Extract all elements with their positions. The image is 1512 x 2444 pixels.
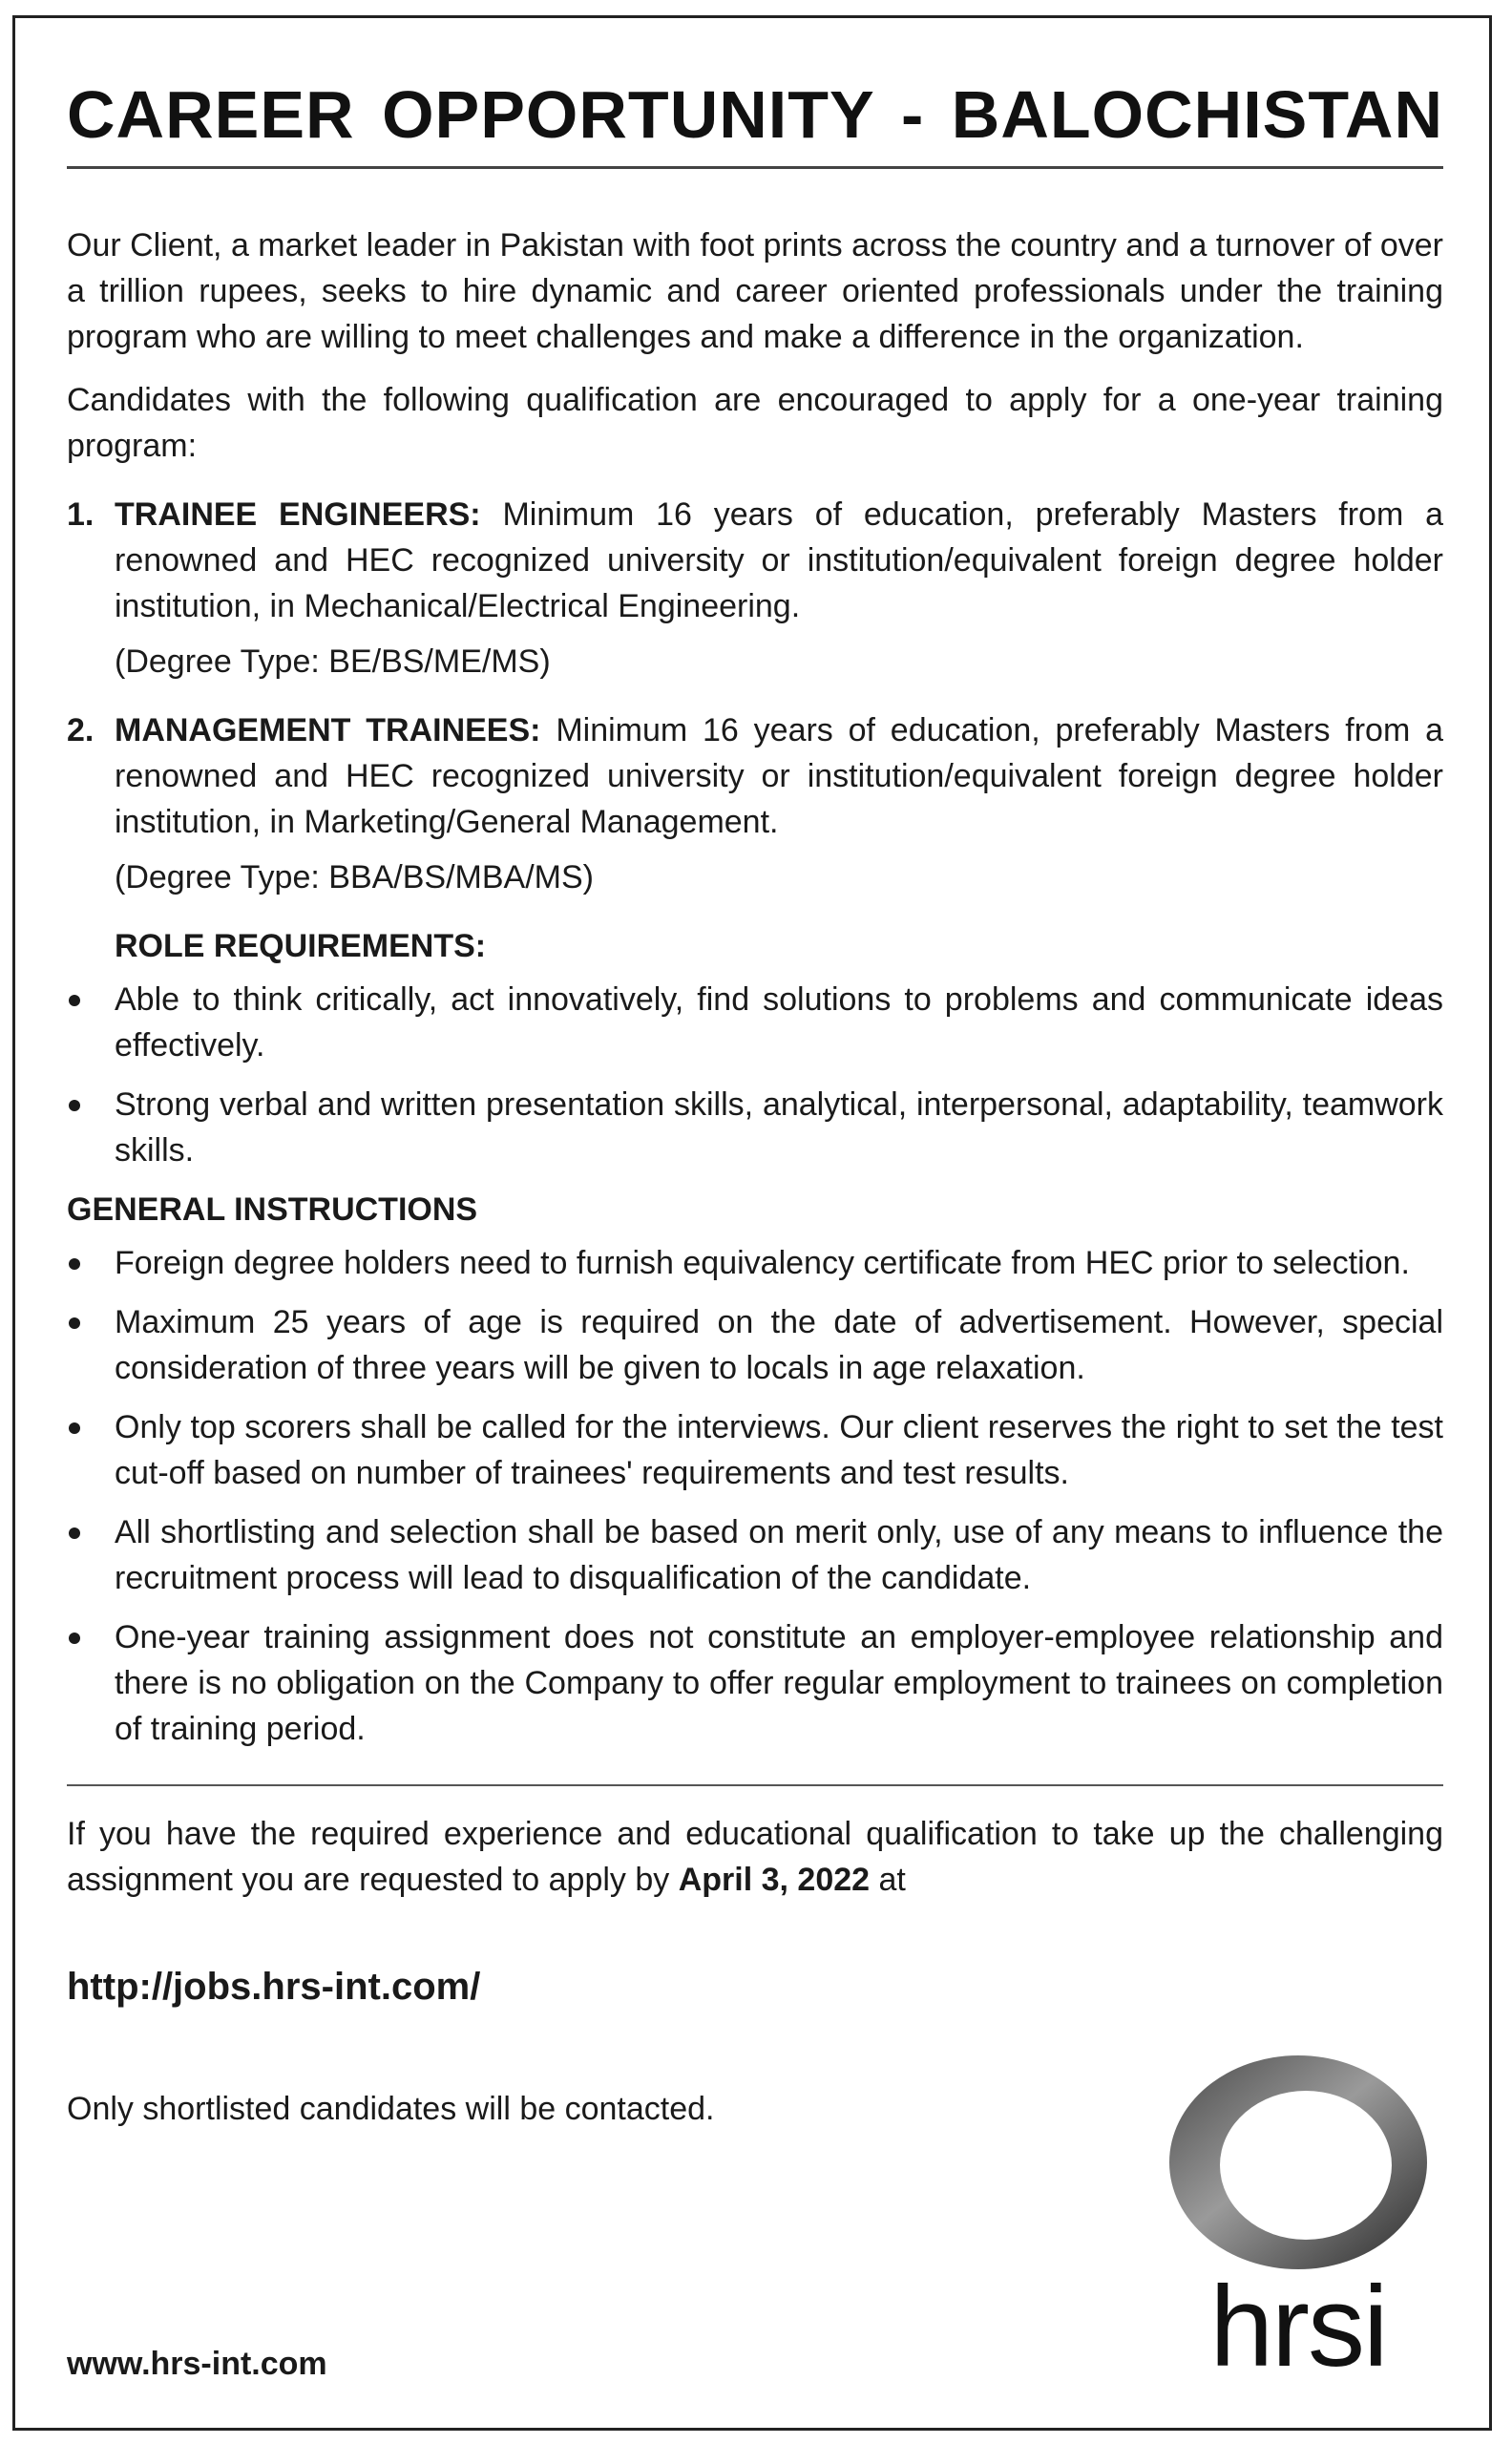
advertisement-content	[67, 67, 1443, 2132]
position-title: MANAGEMENT TRAINEES:	[115, 712, 541, 748]
role-requirements-list	[67, 977, 1443, 1173]
list-item: Only top scorers shall be called for the interviews. Our client reserves the right to set the test cut-off based on number of trainees' requirements and test results.	[67, 1404, 1443, 1496]
application-deadline: April 3, 2022	[678, 1862, 871, 1898]
role-requirements-heading: ROLE REQUIREMENTS:	[115, 928, 487, 964]
list-item: All shortlisting and selection shall be based on merit only, use of any means to influence the recruitment process will lead to disqualification of the candidate.	[67, 1509, 1443, 1601]
degree-type: (Degree Type: BBA/BS/MBA/MS)	[115, 859, 594, 895]
bullet-icon	[69, 1100, 80, 1111]
positions-list	[67, 492, 1443, 900]
bullet-icon	[69, 1258, 80, 1270]
section-divider	[67, 1784, 1443, 1786]
position-number: 1.	[67, 496, 94, 533]
intro-paragraph: Our Client, a market leader in Pakistan with foot prints across the country and a turnover of over a trillion rupees, seeks to hire dynamic and career oriented professionals under the training program who are willing to meet challenges and make a difference in the organization.	[67, 227, 1443, 355]
list-item: Strong verbal and written presentation skills, analytical, interpersonal, adaptability, teamwork skills.	[67, 1082, 1443, 1173]
position-description: Minimum 16 years of education, preferably Masters from a renowned and HEC recognized university or institution/equivalent foreign degree holder institution, in Marketing/General Management.	[115, 712, 1443, 840]
application-url[interactable]: http://jobs.hrs-int.com/	[67, 1966, 481, 2008]
position-trainee-engineers	[67, 492, 1443, 685]
position-number: 2.	[67, 712, 94, 748]
degree-type: (Degree Type: BE/BS/ME/MS)	[115, 643, 551, 680]
page-title: CAREER OPPORTUNITY - BALOCHISTAN	[67, 77, 1443, 152]
qualification-paragraph: Candidates with the following qualification are encouraged to apply for a one-year training program:	[67, 382, 1443, 464]
list-item: Maximum 25 years of age is required on the date of advertisement. However, special consideration of three years will be given to locals in age relaxation.	[67, 1299, 1443, 1391]
bullet-icon	[69, 1317, 80, 1329]
website-link[interactable]: www.hrs-int.com	[67, 2346, 327, 2382]
position-title: TRAINEE ENGINEERS:	[115, 496, 481, 533]
apply-instructions: If you have the required experience and educational qualification to take up the challenging assignment you are requested to apply by April 3, 2022 at	[67, 1816, 1443, 1898]
title-divider	[67, 166, 1443, 169]
general-instructions-heading: GENERAL INSTRUCTIONS	[67, 1191, 478, 1228]
logo-wordmark: hrsi	[1209, 2263, 1387, 2387]
shortlisted-note: Only shortlisted candidates will be contacted.	[67, 2091, 715, 2127]
hrsi-logo	[1155, 2043, 1441, 2387]
bullet-icon	[69, 1422, 80, 1434]
bullet-icon	[69, 1528, 80, 1539]
ring-logo-icon	[1155, 2043, 1441, 2387]
position-management-trainees	[67, 707, 1443, 900]
list-item: Foreign degree holders need to furnish equivalency certificate from HEC prior to selection.	[67, 1240, 1443, 1286]
bullet-icon	[69, 995, 80, 1006]
list-item: Able to think critically, act innovatively, find solutions to problems and communicate ideas effectively.	[67, 977, 1443, 1068]
bullet-icon	[69, 1633, 80, 1644]
position-description: Minimum 16 years of education, preferably Masters from a renowned and HEC recognized university or institution/equivalent foreign degree holder institution, in Mechanical/Electrical Engineering.	[115, 496, 1443, 624]
general-instructions-list	[67, 1240, 1443, 1752]
list-item: One-year training assignment does not constitute an employer-employee relationship and there is no obligation on the Company to offer regular employment to trainees on completion of training period.	[67, 1614, 1443, 1752]
